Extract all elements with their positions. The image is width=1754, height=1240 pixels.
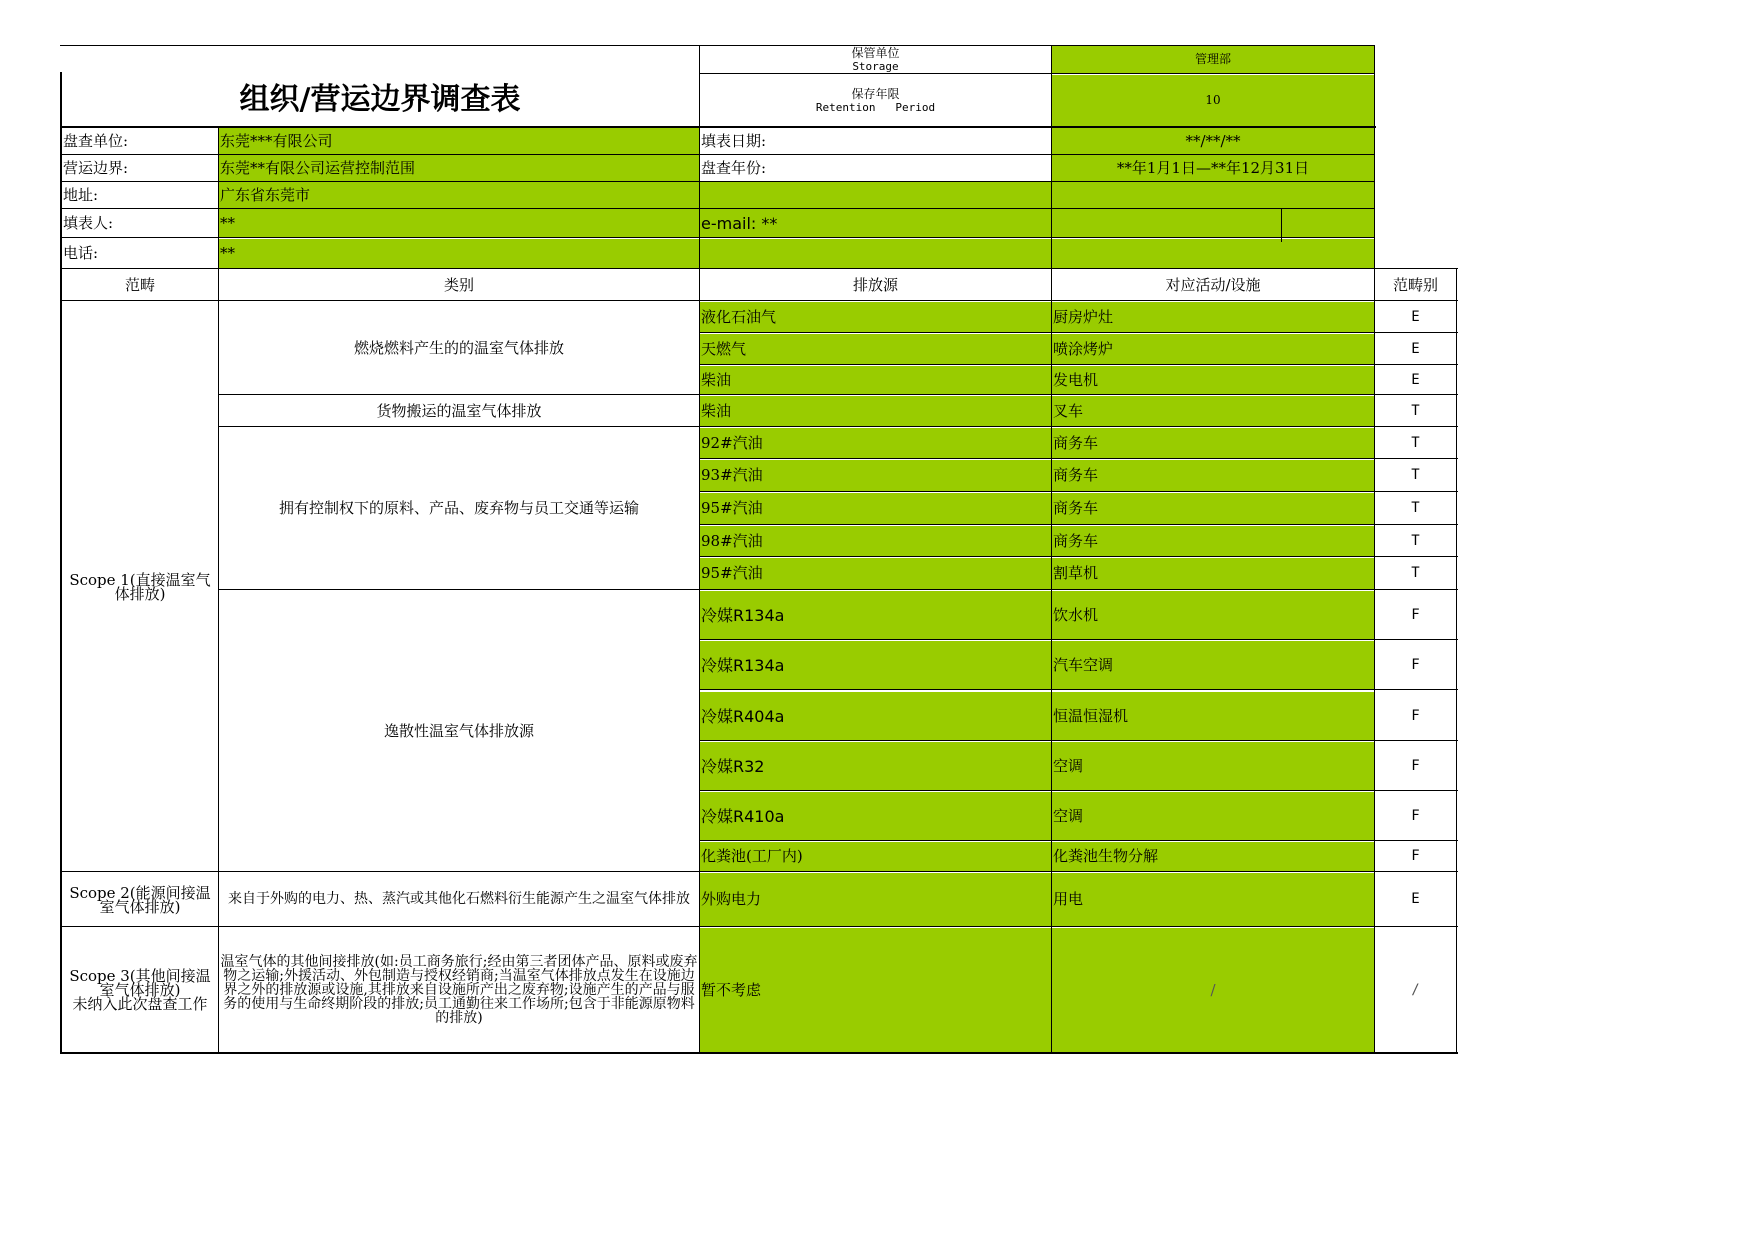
activity-cell[interactable]: 用电 [1052,873,1374,926]
emission-source-cell[interactable]: 液化石油气 [700,302,1051,332]
address-label: 地址: [63,185,99,204]
emission-source-cell[interactable]: 暂不考虑 [700,928,1051,1052]
scope-type-cell[interactable]: E [1411,340,1420,357]
activity-cell[interactable]: 汽车空调 [1052,641,1374,689]
phone-label: 电话: [63,244,99,262]
retention-label [700,75,1051,126]
emission-source-cell[interactable]: 冷媒R32 [700,742,1051,790]
activity-cell[interactable]: 商务车 [1052,526,1374,556]
activity-cell[interactable]: 饮水机 [1052,591,1374,639]
category-fuel-combustion: 燃烧燃料产生的的温室气体排放 [353,338,564,357]
scope-type-cell[interactable]: F [1411,848,1420,864]
emission-source-cell[interactable]: 外购电力 [700,873,1051,926]
category-other-indirect: 温室气体的其他间接排放(如:员工商务旅行;经由第三者团体产品、原料或废弃物之运输;外援活动、外包制造与授权经销商;当温室气体排放点发生在设施边界之外的排放源或设施,其排放来自设施所产出之废弃物;设施产生的产品与服务的使用与生命终期阶段的排放;员工通勤往来工作场所;包含于非能源原物料的排放) [220,954,698,1026]
scope-type-cell[interactable]: F [1411,707,1420,724]
scope-type-cell[interactable]: F [1411,757,1420,774]
storage-label [700,46,1051,73]
scope-type-cell[interactable]: E [1411,891,1420,907]
header-type: 范畴别 [1392,275,1438,294]
form-title: 组织/营运边界调查表 [239,82,521,117]
scope-2-text: Scope 2(能源间接温室气体排放) [69,883,211,916]
scope-1-label [62,302,218,871]
activity-cell[interactable]: 发电机 [1052,366,1374,394]
scope-2-label [62,873,218,926]
activity-cell[interactable]: / [1052,928,1374,1052]
activity-cell[interactable]: 恒温恒湿机 [1052,692,1374,740]
scope-type-cell[interactable]: F [1411,656,1420,673]
scope-3-label [62,928,218,1052]
fill-date-label: 填表日期: [701,131,767,150]
activity-cell[interactable]: 空调 [1052,792,1374,840]
scope-3-note: 未纳入此次盘查工作 [72,995,208,1013]
scope-type-cell[interactable]: T [1411,467,1420,483]
year-label: 盘查年份: [701,158,767,177]
header-activity: 对应活动/设施 [1165,275,1261,294]
category-cargo-handling: 货物搬运的温室气体排放 [376,401,542,420]
address-value[interactable]: 广东省东莞市 [219,182,1374,208]
activity-cell[interactable]: 商务车 [1052,493,1374,524]
activity-cell[interactable]: 商务车 [1052,460,1374,491]
scope-type-cell[interactable]: E [1411,371,1420,388]
category-purchased-energy: 来自于外购的电力、热、蒸汽或其他化石燃料衍生能源产生之温室气体排放 [228,891,690,907]
activity-cell[interactable]: 空调 [1052,742,1374,790]
emission-source-cell[interactable]: 冷媒R404a [700,692,1051,740]
activity-cell[interactable]: 喷涂烤炉 [1052,334,1374,364]
email-extra-cell[interactable] [1052,209,1374,237]
retention-label-cn: 保存年限 [851,86,900,101]
header-source: 排放源 [852,275,898,294]
scope-type-cell[interactable]: F [1411,807,1420,824]
retention-value[interactable]: 10 [1052,75,1374,126]
scope-3-text: Scope 3(其他间接温室气体排放) [69,967,211,999]
scope-type-cell[interactable]: T [1411,532,1420,549]
storage-label-cn: 保管单位 [851,46,900,60]
activity-cell[interactable]: 叉车 [1052,396,1374,426]
activity-cell[interactable]: 化粪池生物分解 [1052,842,1374,871]
unit-label: 盘查单位: [63,131,129,150]
emission-source-cell[interactable]: 柴油 [700,366,1051,394]
email-field[interactable]: e-mail: ** [700,209,1051,237]
emission-source-cell[interactable]: 93#汽油 [700,460,1051,491]
unit-value[interactable]: 东莞***有限公司 [219,128,699,154]
emission-source-cell[interactable]: 95#汽油 [700,493,1051,524]
category-transport: 拥有控制权下的原料、产品、废弃物与员工交通等运输 [278,499,639,517]
boundary-label: 营运边界: [63,158,129,177]
emission-source-cell[interactable]: 95#汽油 [700,558,1051,589]
boundary-value[interactable]: 东莞**有限公司运营控制范围 [219,155,699,181]
fill-date-value[interactable]: **/**/** [1052,128,1374,154]
header-scope: 范畴 [124,275,155,294]
filler-label: 填表人: [63,213,114,232]
category-fugitive: 逸散性温室气体排放源 [383,721,534,740]
activity-cell[interactable]: 商务车 [1052,428,1374,458]
scope-1-text: Scope 1(直接温室气体排放) [69,570,211,603]
retention-label-en: Retention Period [815,100,936,114]
emission-source-cell[interactable]: 冷媒R410a [700,792,1051,840]
scope-type-cell[interactable]: E [1411,308,1420,325]
scope-type-cell[interactable]: F [1411,606,1420,623]
scope-type-cell[interactable]: T [1411,402,1420,419]
filler-value[interactable]: ** [219,209,699,237]
activity-cell[interactable]: 割草机 [1052,558,1374,589]
emission-source-cell[interactable]: 化粪池(工厂内) [700,842,1051,871]
header-category: 类别 [443,275,474,294]
activity-cell[interactable]: 厨房炉灶 [1052,302,1374,332]
emission-source-cell[interactable]: 冷媒R134a [700,591,1051,639]
scope-type-cell[interactable]: T [1411,500,1420,516]
storage-label-en: Storage [852,59,899,73]
emission-source-cell[interactable]: 92#汽油 [700,428,1051,458]
emission-source-cell[interactable]: 柴油 [700,396,1051,426]
emission-source-cell[interactable]: 冷媒R134a [700,641,1051,689]
scope-type-cell[interactable]: / [1411,981,1420,998]
emission-source-cell[interactable]: 天燃气 [700,334,1051,364]
scope-type-cell[interactable]: T [1411,434,1420,451]
emission-source-cell[interactable]: 98#汽油 [700,526,1051,556]
year-value[interactable]: **年1月1日—**年12月31日 [1052,155,1374,181]
storage-value[interactable]: 管理部 [1052,46,1374,73]
phone-value[interactable]: ** [219,239,1374,268]
scope-type-cell[interactable]: T [1411,565,1420,581]
